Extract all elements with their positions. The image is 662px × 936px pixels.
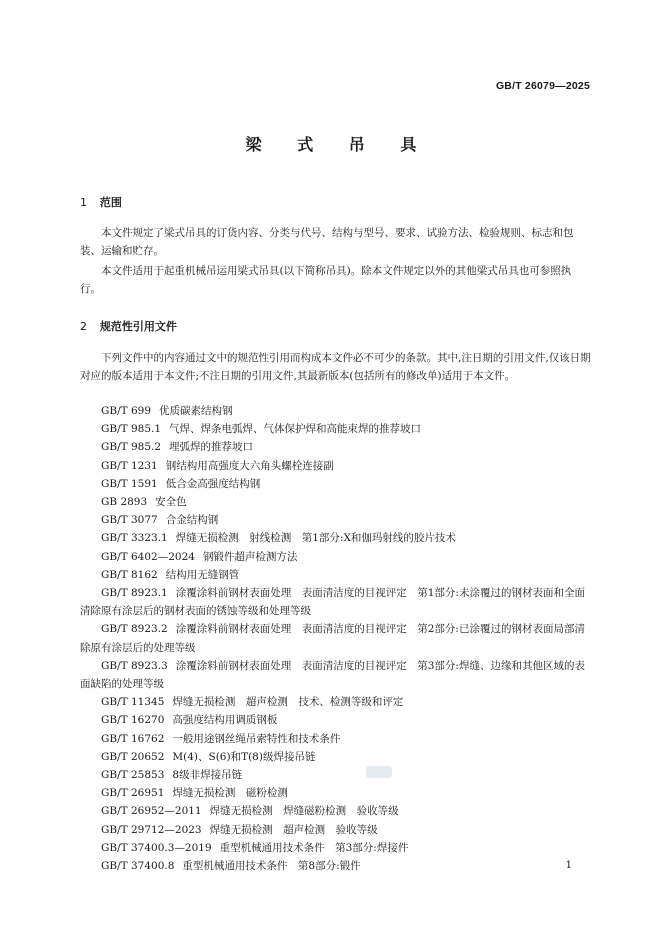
normative-references-intro: 下列文件中的内容通过文中的规范性引用而构成本文件必不可少的条款。其中,注日期的引用文件,仅该日期对应的版本适用于本文件;不注日期的引用文件,其最新版本(包括所有的修改单)适用于本文件。 (80, 352, 591, 382)
reference-item (80, 784, 592, 802)
reference-title: M(4)、S(6)和T(8)级焊接吊链 (172, 750, 316, 763)
reference-title: 低合金高强度结构钢 (165, 477, 261, 490)
reference-title: 气焊、焊条电弧焊、气体保护焊和高能束焊的推荐坡口 (169, 423, 422, 436)
reference-code: GB/T 985.1 (101, 423, 162, 436)
reference-title: 焊缝无损检测 超声检测 验收等级 (209, 823, 378, 836)
reference-title: 涂覆涂料前钢材表面处理 表面清洁度的目视评定 第3部分:焊缝、边缘和其他区域的表面缺陷的处理等级 (80, 659, 585, 691)
section-2-heading (80, 318, 177, 334)
reference-item (80, 566, 592, 584)
reference-list (80, 402, 592, 875)
reference-title: 涂覆涂料前钢材表面处理 表面清洁度的目视评定 第1部分:未涂覆过的钢材表面和全面清除原有涂层后的钢材表面的锈蚀等级和处理等级 (80, 587, 585, 618)
reference-item (80, 475, 592, 493)
reference-title: 焊缝无损检测 焊缝磁粉检测 验收等级 (209, 805, 399, 818)
reference-title: 合金结构钢 (165, 514, 219, 527)
reference-item (80, 693, 592, 711)
page-number: 1 (565, 860, 572, 871)
reference-title: 重型机械通用技术条件 第8部分:锻件 (182, 860, 361, 873)
reference-code: GB/T 25853 (101, 769, 165, 782)
reference-item (80, 730, 592, 748)
reference-item (80, 402, 592, 420)
reference-item (80, 620, 592, 656)
reference-title: 结构用无缝钢管 (165, 568, 240, 581)
reference-title: 涂覆涂料前钢材表面处理 表面清洁度的目视评定 第2部分:已涂覆过的钢材表面局部清除原有涂层后的处理等级 (80, 623, 585, 654)
reference-item (80, 657, 592, 693)
reference-item (80, 420, 592, 438)
reference-code: GB/T 1591 (101, 477, 158, 490)
reference-title: 埋弧焊的推荐坡口 (169, 441, 254, 454)
reference-code: GB/T 699 (101, 405, 152, 417)
reference-code: GB/T 8923.1 (101, 587, 168, 600)
reference-title: 安全色 (155, 496, 187, 509)
reference-item (80, 548, 592, 566)
section-1-heading (80, 194, 122, 210)
reference-title: 优质碳素结构钢 (159, 405, 233, 417)
section-title: 范围 (99, 196, 122, 209)
reference-code: GB/T 26951 (101, 787, 165, 800)
reference-title: 焊缝无损检测 磁粉检测 (172, 787, 288, 800)
reference-title: 钢结构用高强度大六角头螺栓连接副 (165, 459, 334, 472)
section-title: 规范性引用文件 (99, 320, 177, 333)
reference-code: GB 2893 (101, 496, 148, 509)
reference-code: GB/T 985.2 (101, 441, 162, 454)
reference-title: 焊缝无损检测 射线检测 第1部分:X和伽玛射线的胶片技术 (175, 532, 456, 545)
reference-item (80, 839, 592, 857)
reference-code: GB/T 37400.8 (101, 860, 175, 873)
reference-item (80, 438, 592, 456)
reference-code: GB/T 3323.1 (101, 532, 168, 545)
reference-title: 钢锻件超声检测方法 (202, 550, 298, 563)
reference-code: GB/T 26952—2011 (101, 805, 202, 818)
reference-code: GB/T 3077 (101, 514, 158, 527)
reference-item (80, 748, 592, 766)
reference-item (80, 529, 592, 547)
reference-code: GB/T 11345 (101, 696, 165, 709)
reference-code: GB/T 16762 (101, 732, 165, 745)
standard-code: GB/T 26079—2025 (495, 80, 590, 92)
section-number: 2 (80, 320, 87, 333)
reference-title: 8级非焊接吊链 (172, 769, 243, 782)
reference-item (80, 457, 592, 475)
reference-code: GB/T 29712—2023 (101, 823, 202, 836)
reference-title: 重型机械通用技术条件 第3部分:焊接件 (219, 841, 409, 854)
document-title: 梁 式 吊 具 (245, 135, 432, 154)
reference-item (80, 857, 592, 875)
reference-code: GB/T 8162 (101, 568, 158, 581)
reference-code: GB/T 20652 (101, 750, 165, 763)
reference-code: GB/T 6402—2024 (101, 550, 195, 563)
scope-paragraph-1: 本文件规定了梁式吊具的订货内容、分类与代号、结构与型号、要求、试验方法、检验规则、标志和包装、运输和贮存。 (80, 227, 574, 257)
reference-title: 高强度结构用调质钢板 (172, 714, 278, 727)
reference-item (80, 766, 592, 784)
reference-title: 一般用途钢丝绳吊索特性和技术条件 (172, 732, 341, 745)
reference-code: GB/T 8923.2 (101, 623, 168, 636)
reference-item (80, 802, 592, 820)
reference-item (80, 493, 592, 511)
reference-item (80, 821, 592, 839)
reference-item (80, 511, 592, 529)
reference-code: GB/T 16270 (101, 714, 165, 727)
section-number: 1 (80, 196, 87, 209)
scope-paragraph-2: 本文件适用于起重机械吊运用梁式吊具(以下简称吊具)。除本文件规定以外的其他梁式吊具也可参照执行。 (80, 265, 572, 295)
reference-title: 焊缝无损检测 超声检测 技术、检测等级和评定 (172, 696, 404, 709)
reference-code: GB/T 37400.3—2019 (101, 841, 212, 854)
reference-item (80, 584, 592, 620)
reference-code: GB/T 8923.3 (101, 659, 168, 672)
watermark-logo (366, 766, 392, 778)
reference-code: GB/T 1231 (101, 459, 158, 472)
reference-item (80, 711, 592, 729)
